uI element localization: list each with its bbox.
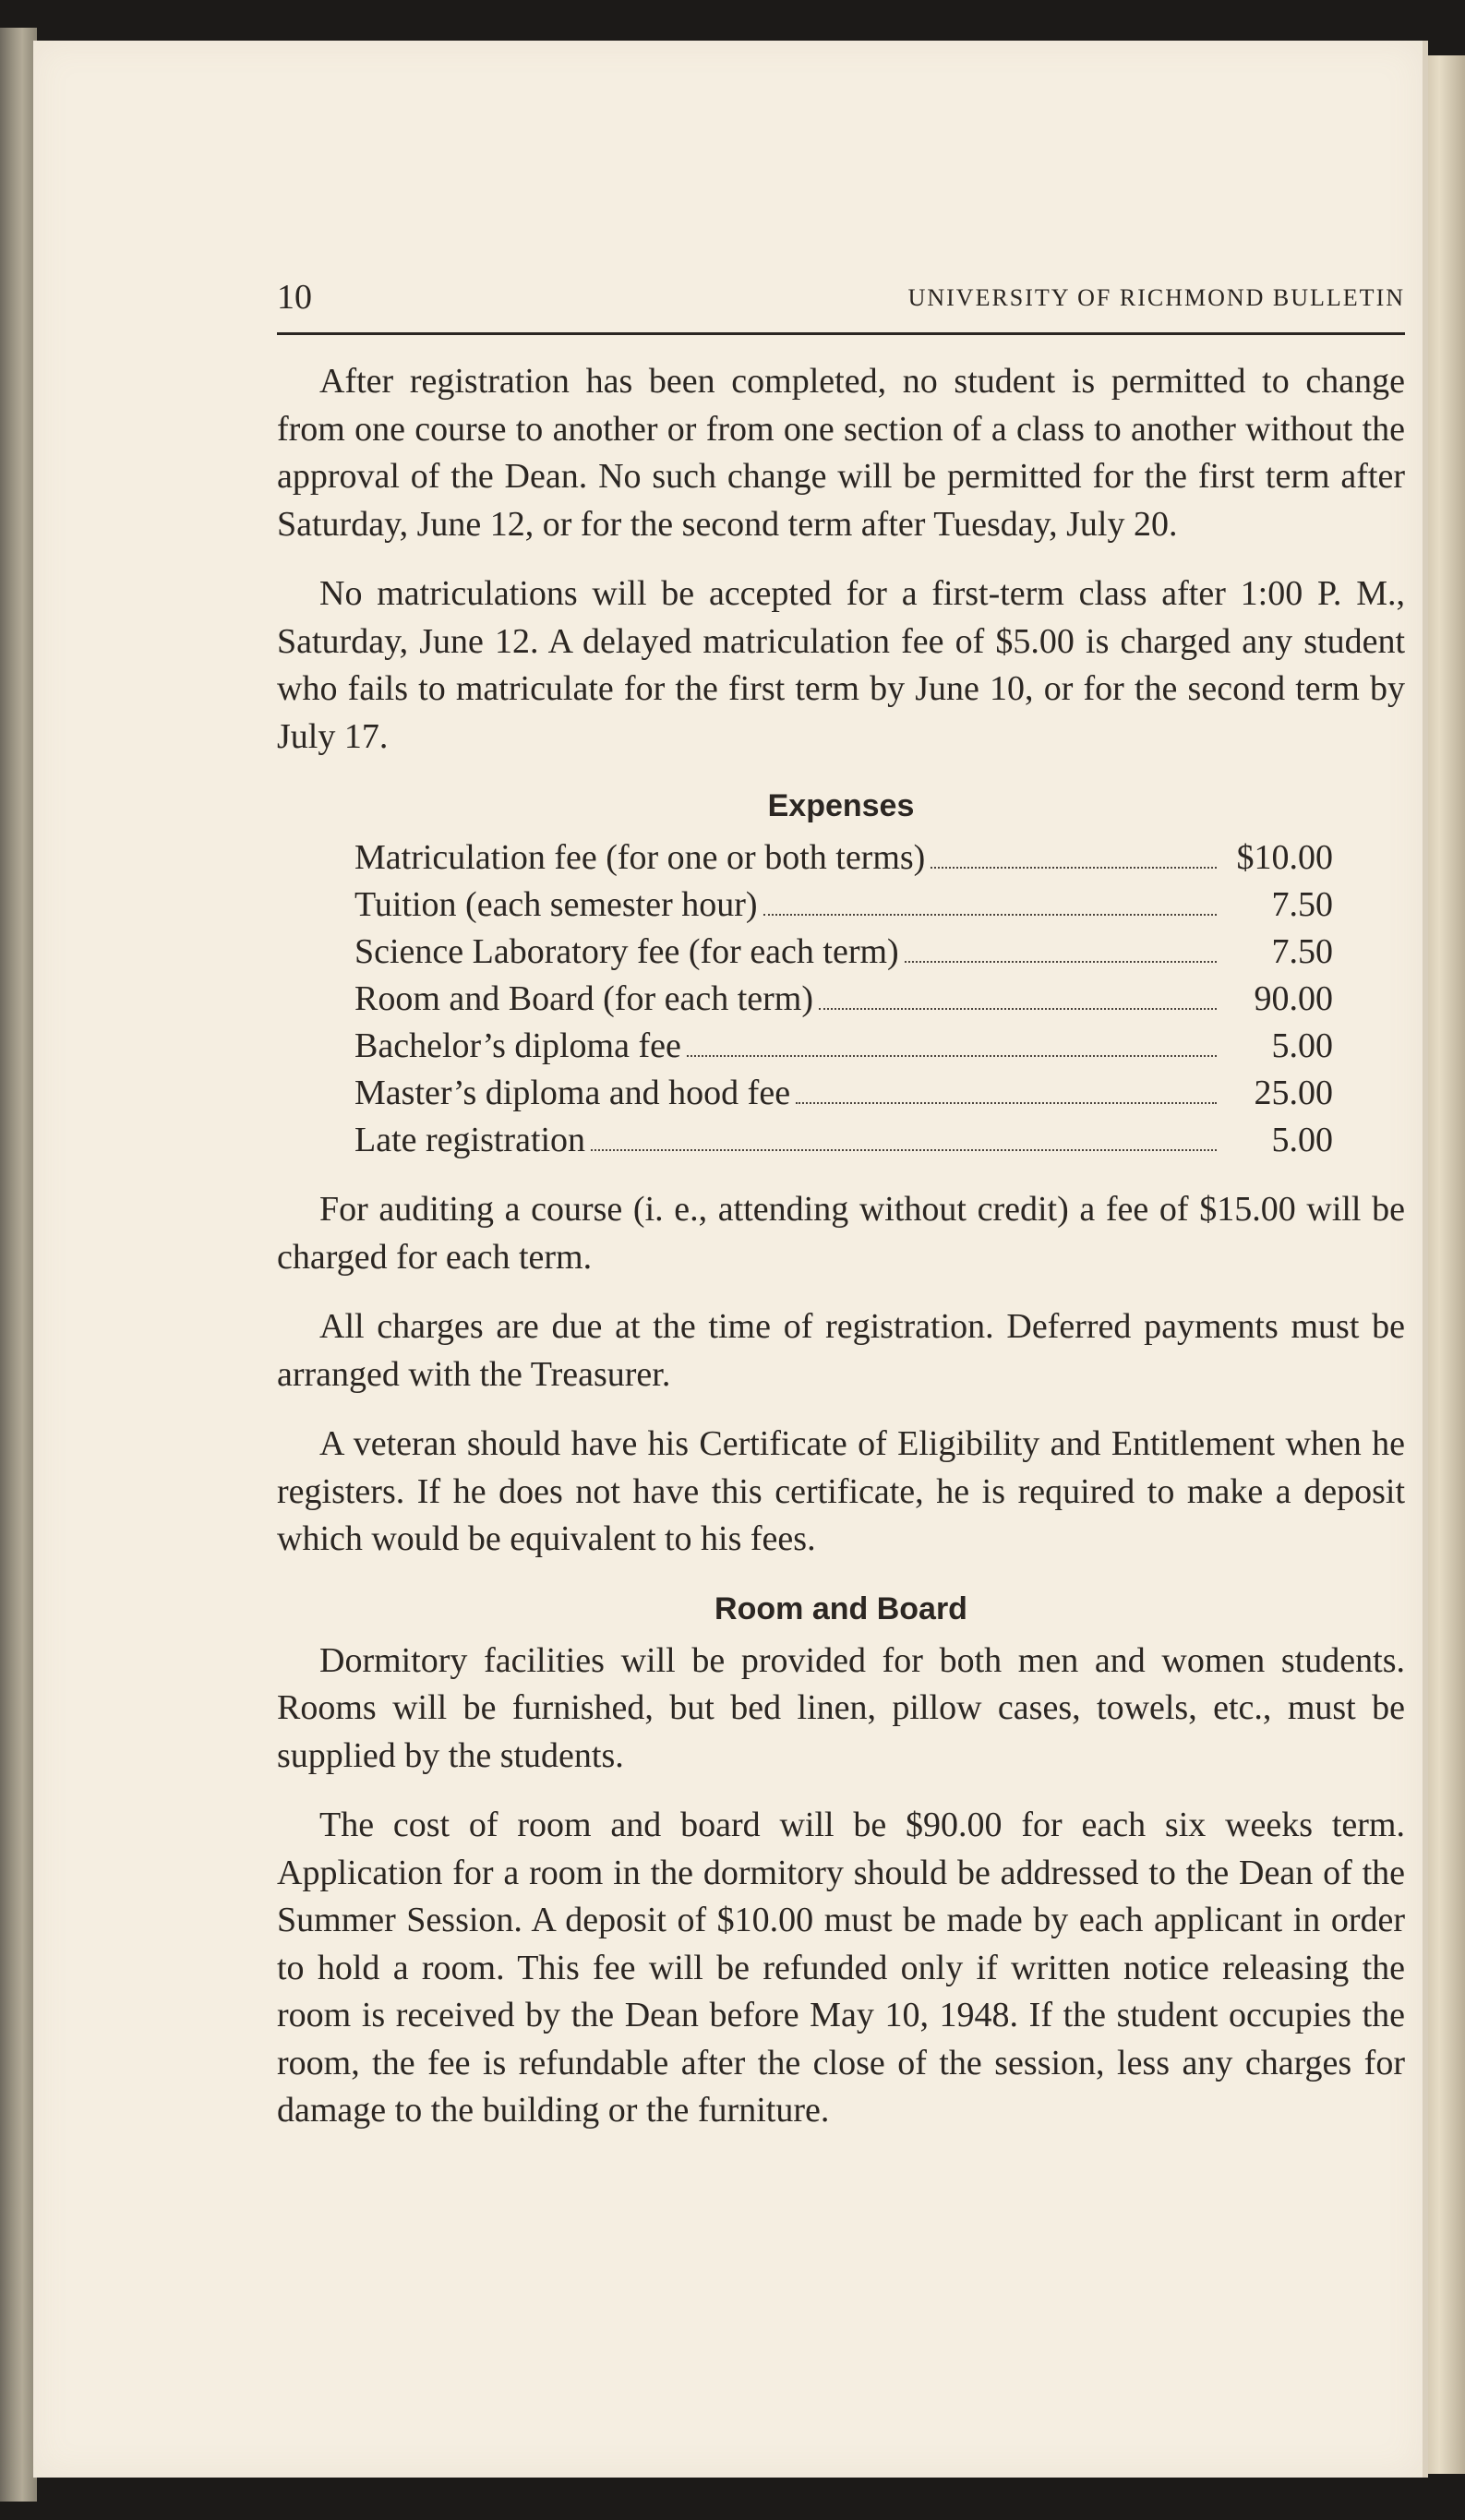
dot-leader bbox=[763, 914, 1217, 916]
fee-label: Science Laboratory fee (for each term) bbox=[354, 932, 899, 971]
paragraph-registration-changes: After registration has been completed, no student is permitted to change from one course to another or from one section of a class to another without the approval of the Dean. No such change will be permitted for the first term after Saturday, June 12, or for the second term after Tuesday, July 20. bbox=[277, 362, 1405, 544]
page-edge bbox=[1423, 55, 1465, 2474]
running-title: UNIVERSITY OF RICHMOND BULLETIN bbox=[907, 284, 1405, 311]
fee-amount: 25.00 bbox=[1254, 1074, 1333, 1112]
section-heading-room-and-board: Room and Board bbox=[714, 1590, 967, 1626]
dot-leader bbox=[796, 1102, 1217, 1104]
fee-row bbox=[354, 834, 1333, 882]
dot-leader bbox=[931, 867, 1217, 869]
paragraph-dormitory: Dormitory facilities will be provided for both men and women students. Rooms will be furnished, but bed linen, pillow cases, towels, etc., must be supplied by the students. bbox=[277, 1640, 1405, 1775]
dot-leader bbox=[905, 961, 1217, 963]
book-spine bbox=[0, 28, 37, 2502]
fee-amount: 7.50 bbox=[1271, 932, 1333, 971]
fee-amount: 5.00 bbox=[1271, 1121, 1333, 1159]
fee-row bbox=[354, 1117, 1333, 1164]
fee-label: Room and Board (for each term) bbox=[354, 979, 813, 1018]
dot-leader bbox=[819, 1008, 1217, 1010]
paragraph-room-cost: The cost of room and board will be $90.00 for each six weeks term. Application for a room in the dormitory should be addressed to the Dean of the Summer Session. A deposit of $10.00 must be made by each applicant in order to hold a room. This fee will be refunded only if written notice releasing the room is received by the Dean before May 10, 1948. If the student occupies the room, the fee is refundable after the close of the session, less any charges for damage to the building or the furniture. bbox=[277, 1806, 1405, 2130]
fee-row bbox=[354, 976, 1333, 1023]
fee-amount: 5.00 bbox=[1271, 1026, 1333, 1065]
paragraph-auditing: For auditing a course (i. e., attending without credit) a fee of $15.00 will be charged for each term. bbox=[277, 1190, 1405, 1277]
paragraph-matriculation: No matriculations will be accepted for a first-term class after 1:00 P. M., Saturday, June 12. A delayed matriculation fee of $5.00 is charged any student who fails to matriculate for the first term by June 10, or for the second term by July 17. bbox=[277, 574, 1405, 756]
fee-label: Bachelor’s diploma fee bbox=[354, 1026, 681, 1065]
fee-label: Tuition (each semester hour) bbox=[354, 885, 758, 924]
expenses-table bbox=[354, 834, 1333, 1164]
fee-amount: 90.00 bbox=[1254, 979, 1333, 1018]
fee-row bbox=[354, 1023, 1333, 1070]
fee-label: Matriculation fee (for one or both terms) bbox=[354, 838, 926, 877]
dot-leader bbox=[687, 1055, 1217, 1057]
fee-row bbox=[354, 1070, 1333, 1117]
fee-label: Master’s diploma and hood fee bbox=[354, 1074, 791, 1112]
fee-amount: 7.50 bbox=[1271, 885, 1333, 924]
fee-row bbox=[354, 929, 1333, 976]
section-heading-expenses: Expenses bbox=[767, 788, 915, 823]
fee-label: Late registration bbox=[354, 1121, 586, 1159]
fee-amount: $10.00 bbox=[1236, 838, 1333, 877]
paragraph-veteran: A veteran should have his Certificate of Eligibility and Entitlement when he registers. If he does not have this certificate, he is required to make a deposit which would be equivalent to his fees. bbox=[277, 1424, 1405, 1558]
page-body bbox=[277, 358, 1405, 2157]
page-number: 10 bbox=[277, 278, 312, 317]
dot-leader bbox=[591, 1149, 1217, 1151]
header-rule bbox=[277, 332, 1405, 335]
paragraph-charges-due: All charges are due at the time of registration. Deferred payments must be arranged with the Treasurer. bbox=[277, 1307, 1405, 1394]
page-header bbox=[277, 277, 1405, 325]
fee-row bbox=[354, 882, 1333, 929]
